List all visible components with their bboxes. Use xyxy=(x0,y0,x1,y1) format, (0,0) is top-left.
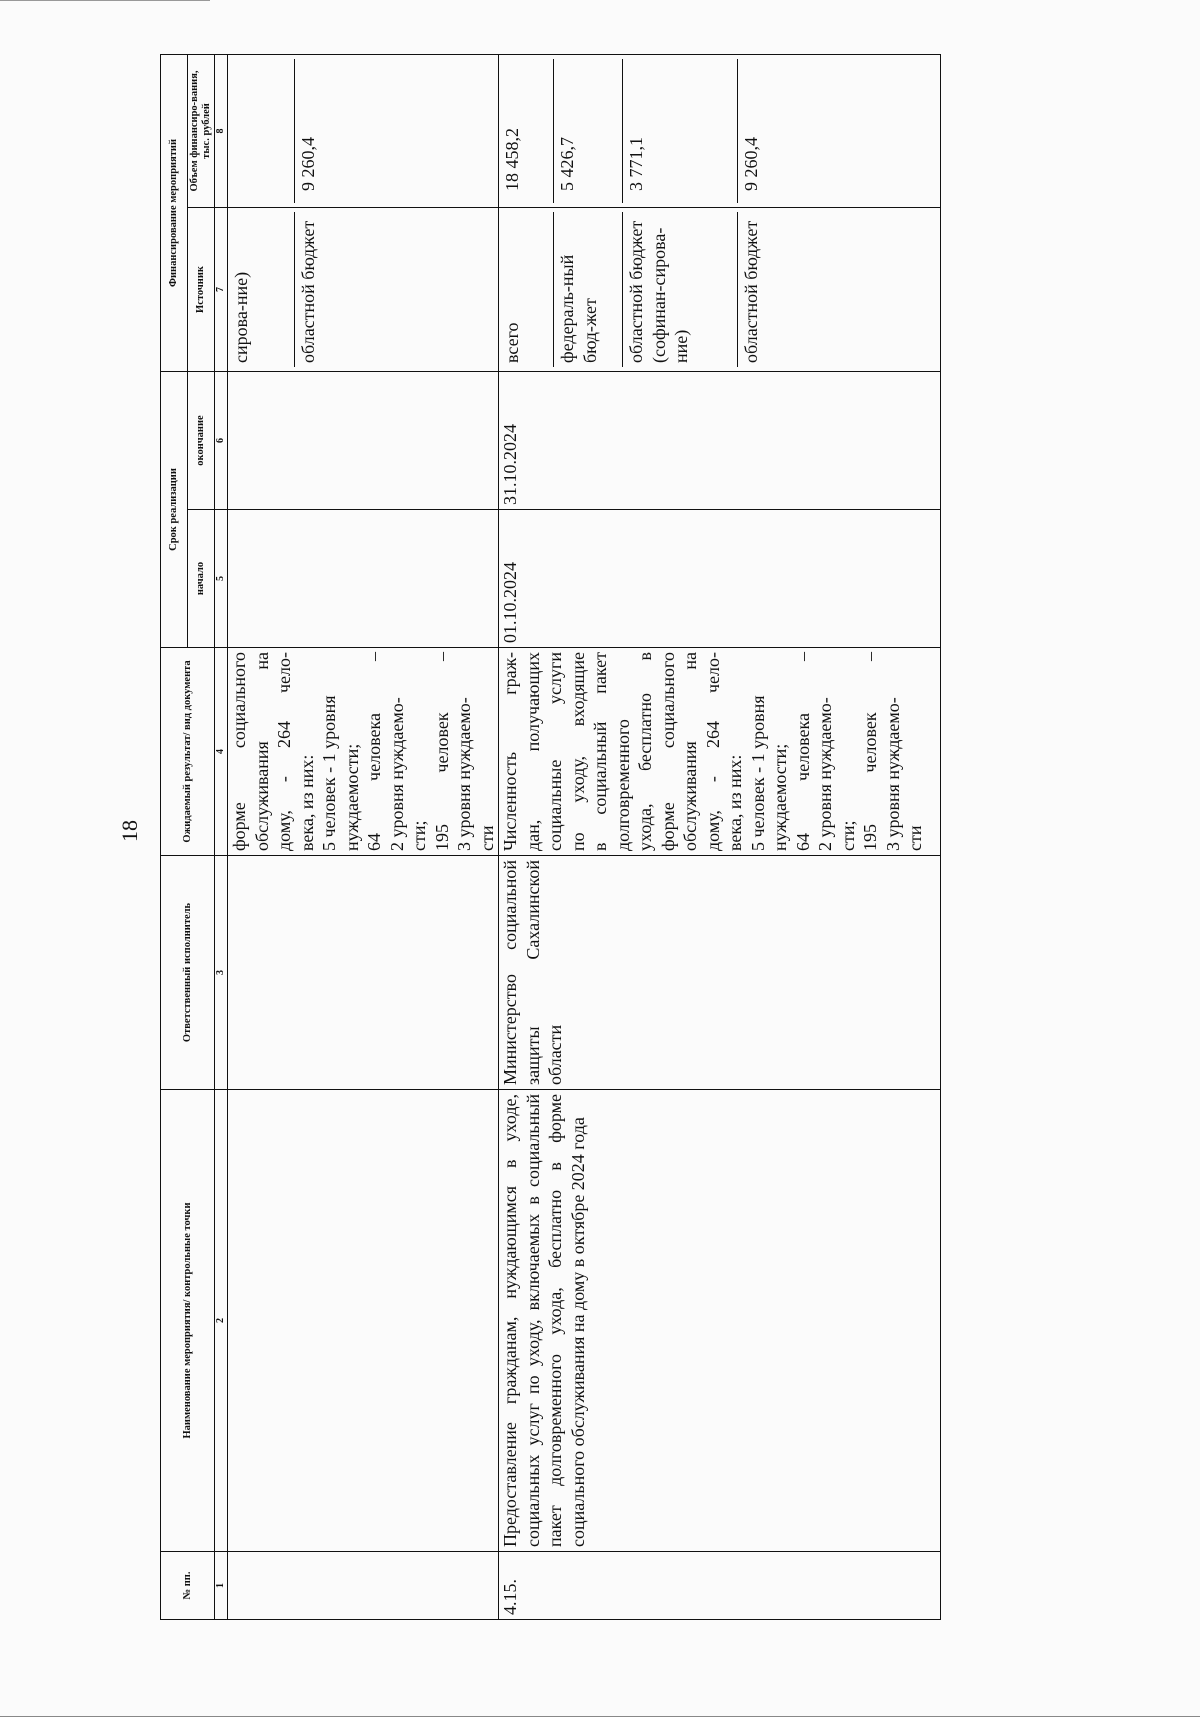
table-row-4-15 xyxy=(499,54,941,1619)
cell-result: форме социального обслуживания на дому, - 264 чело- века, из них: 5 человек - 1 уровня нуждаемости; 64 человека – 2 уровня нуждаемо- сти; 195 человек – 3 уровня нуждаемо- сти xyxy=(228,648,499,856)
source-entry: всего xyxy=(502,322,522,363)
header-num: № пп. xyxy=(161,1552,215,1620)
cell-start xyxy=(228,510,499,648)
amount-entry: 5 426,7 xyxy=(553,59,622,203)
amount-entry: 9 260,4 xyxy=(737,59,940,203)
col-number: 5 xyxy=(215,510,228,648)
header-source: Источник xyxy=(188,208,215,372)
cell-source xyxy=(499,208,941,372)
cell-name xyxy=(228,1090,499,1552)
cell-amount xyxy=(499,54,941,207)
header-name: Наименование мероприятия/ контрольные точки xyxy=(161,1090,215,1552)
header-start: начало xyxy=(188,510,215,648)
cell-name: Предоставление гражданам, нуждающимся в уходе, социальных услуг по уходу, включаемых в социальный пакет долговременного ухода, бесплатно в форме социального обслуживания на дому в октябре 2024 года xyxy=(499,1090,941,1552)
source-entry: областной бюджет xyxy=(737,212,940,367)
source-entry: областной бюджет (софинан-сирова-ние) xyxy=(622,212,737,367)
scan-edge-top xyxy=(0,0,210,1)
header-result: Ожидаемый результат/ вид документа xyxy=(161,648,215,856)
col-number: 7 xyxy=(215,208,228,372)
page-number: 18 xyxy=(117,820,142,842)
amount-entry: 9 260,4 xyxy=(294,59,467,203)
col-number: 4 xyxy=(215,648,228,856)
source-entry: областной бюджет xyxy=(294,212,467,367)
cell-start: 01.10.2024 xyxy=(499,510,941,648)
cell-executor xyxy=(228,856,499,1090)
cell-result: Численность граж- дан, получающих социальные услуги по уходу, входящие в социальный пакет долговременного ухода, бесплатно в форме социального обслуживания на дому, - 264 чело- века, из них: 5 человек - 1 уровня нуждаемости; 64 человека – 2 уровня нуждаемо- сти; 195 человек – 3 уровня нуждаемо- сти xyxy=(499,648,941,856)
table-row-continued xyxy=(228,54,499,1619)
amount-entry xyxy=(228,59,294,203)
col-number: 8 xyxy=(215,54,228,207)
col-number: 1 xyxy=(215,1552,228,1620)
cell-end xyxy=(228,372,499,510)
header-amount: Объем финансиро-вания, тыс. рублей xyxy=(188,54,215,207)
column-number-row xyxy=(215,54,228,1619)
header-executor: Ответственный исполнитель xyxy=(161,856,215,1090)
cell-num: 4.15. xyxy=(499,1552,941,1620)
amount-entry: 18 458,2 xyxy=(502,128,522,191)
header-financing: Финансирование мероприятий xyxy=(161,54,188,371)
cell-num xyxy=(228,1552,499,1620)
amount-entry: 3 771,1 xyxy=(622,59,737,203)
source-entry: сирова-ние) xyxy=(231,271,251,363)
cell-end: 31.10.2024 xyxy=(499,372,941,510)
cell-source xyxy=(228,208,499,372)
header-period: Срок реализации xyxy=(161,372,188,648)
cell-executor: Министерство социальной защиты Сахалинской области xyxy=(499,856,941,1090)
col-number: 2 xyxy=(215,1090,228,1552)
col-number: 6 xyxy=(215,372,228,510)
cell-amount xyxy=(228,54,499,207)
source-entry: федераль-ный бюд-жет xyxy=(553,212,622,367)
rotated-table-sheet xyxy=(160,55,1100,1620)
col-number: 3 xyxy=(215,856,228,1090)
header-end: окончание xyxy=(188,372,215,510)
financing-table xyxy=(160,54,941,1620)
